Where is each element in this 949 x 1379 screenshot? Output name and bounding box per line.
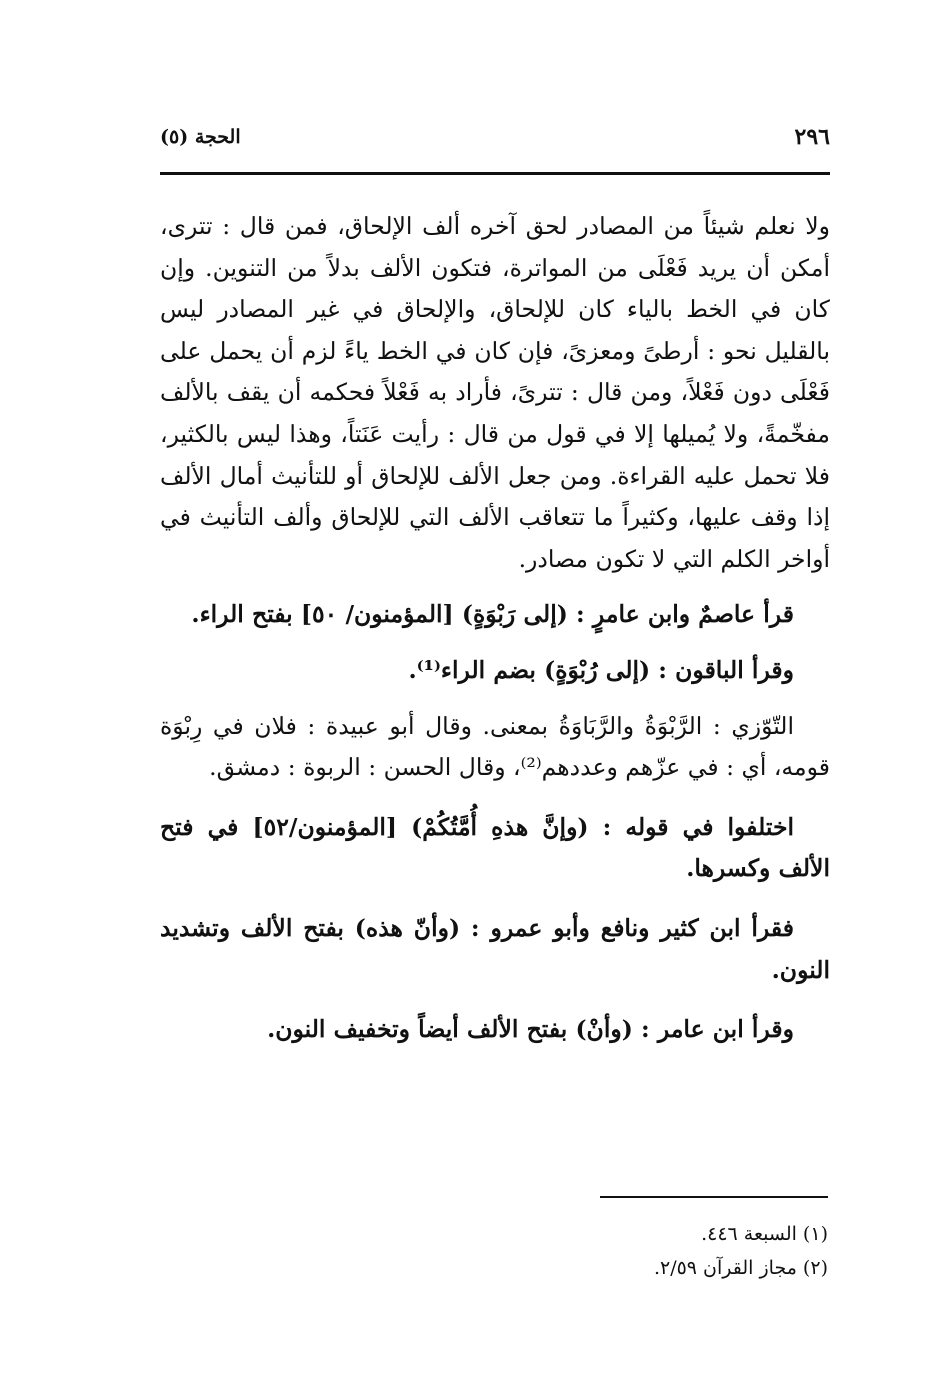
paragraph-commentary: ولا نعلم شيئاً من المصادر لحق آخره ألف الإلحاق، فمن قال : تترى، أمكن أن يريد فَعْلَى من المواترة، فتكون الألف بدلاً من التنوين. وإن كان في الخط بالياء كان للإلحاق، والإلحاق في غير المصادر ليس بالقليل نحو : أرطىً ومعزىً، فإن كان في الخط ياءً لزم أن يحمل على فَعْلَى دون فَعْلاً، ومن قال : تترىً، فأراد به فَعْلاً فحكمه أن يقف بالألف مفخّمةً، ولا يُميلها إلا في قول من قال : رأيت عَنَتاً، وهذا ليس بالكثير، فلا تحمل عليه القراءة. ومن جعل الألف للإلحاق أو للتأنيث أمال الألف إذا وقف عليها، وكثيراً ما تتعاقب الألف التي للإلحاق وألف التأنيث في أواخر الكلم التي لا تكون مصادر.	[160, 212, 830, 573]
paragraph-reading-ibn-amir: وقرأ ابن عامر : (وأنْ) بفتح الألف أيضاً وتخفيف النون.	[267, 1015, 794, 1044]
header-rule	[160, 172, 830, 175]
main-text	[160, 206, 830, 1051]
paragraph-tawwazi: التّوّزي : الرَّبْوَةُ والرَّبَاوَةُ بمعنى. وقال أبو عبيدة : فلان في رِبْوَة قومه، أي : في عزّهم وعددهم⁽²⁾، وقال الحسن : الربوة : دمشق.	[160, 711, 830, 782]
paragraph-reading-ibn-kathir: فقرأ ابن كثير ونافع وأبو عمرو : (وأنّ هذه) بفتح الألف وتشديد النون.	[160, 913, 830, 984]
paragraph-reading-asim: قرأ عاصمٌ وابن عامرٍ : (إلى رَبْوَةٍ) [المؤمنون/ ٥٠] بفتح الراء.	[191, 600, 794, 629]
footnote-rule	[600, 1196, 828, 1198]
footnotes	[428, 1217, 828, 1285]
page-number: ٢٩٦	[794, 124, 830, 150]
footnote-item: (٢) مجاز القرآن ٢/٥٩.	[653, 1257, 828, 1279]
page-header	[160, 124, 830, 158]
paragraph-disagreement: اختلفوا في قوله : (وإنَّ هذهِ أُمَّتُكُمْ) [المؤمنون/٥٢] في فتح الألف وكسرها.	[160, 812, 830, 883]
paragraph-reading-others: وقرأ الباقون : (إلى رُبْوَةٍ) بضم الراء⁽¹⁾.	[408, 655, 794, 684]
running-title: الحجة (٥)	[160, 126, 241, 148]
footnote-item: (١) السبعة ٤٤٦.	[701, 1223, 828, 1245]
